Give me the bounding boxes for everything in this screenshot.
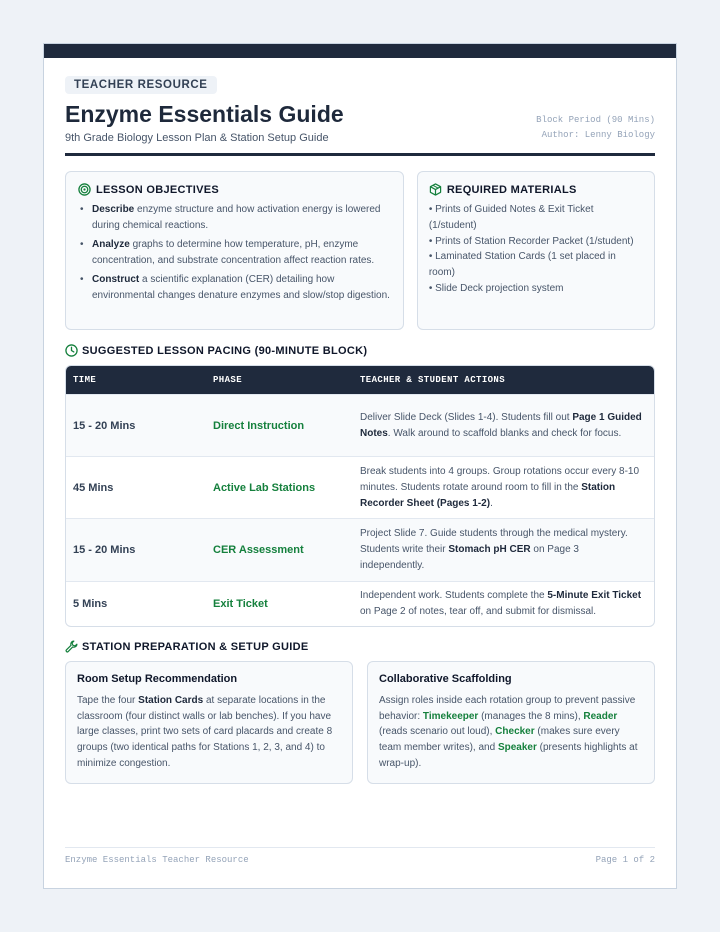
row-time: 15 - 20 Mins bbox=[73, 419, 136, 432]
row-time: 15 - 20 Mins bbox=[73, 544, 136, 556]
row-actions: Project Slide 7. Guide students through the medical mystery. Students write their Stomach pH CER on Page 3 independently. bbox=[360, 528, 628, 571]
material-item: • Prints of Station Recorder Packet (1/student) bbox=[428, 235, 634, 247]
objective-item: • Construct a scientific explanation (CER) detailing how environmental changes denature enzymes and slow/stop digestion. bbox=[78, 272, 391, 303]
role-checker: Checker bbox=[495, 726, 535, 738]
row-actions: Break students into 4 groups. Group rotations occur every 8-10 minutes. Students rotate around room to fill in the Station Recorder Sheet (Pages 1-2). bbox=[360, 465, 640, 509]
objectives-card bbox=[65, 171, 404, 330]
row-phase: Direct Instruction bbox=[213, 419, 305, 432]
materials-card bbox=[417, 171, 655, 330]
overview-cards bbox=[65, 171, 655, 330]
material-item: • Prints of Guided Notes & Exit Ticket (1/student) bbox=[428, 204, 594, 231]
row-phase: Exit Ticket bbox=[213, 598, 268, 610]
station-title: STATION PREPARATION & SETUP GUIDE bbox=[82, 640, 309, 653]
room-setup-text: Tape the four Station Cards at separate locations in the classroom (four distinct walls or lab benches). If you have large classes, print two sets of card placards and create 8 groups (two identical paths for Stations 1, 2, 3, and 4) to minimize congestion. bbox=[77, 695, 333, 769]
scaffolding-card bbox=[367, 661, 655, 784]
page-footer bbox=[65, 847, 655, 865]
row-actions: Independent work. Students complete the 5-Minute Exit Ticket on Page 2 of notes, tear off, and submit for dismissal. bbox=[360, 590, 642, 617]
top-accent-bar bbox=[44, 44, 676, 58]
scaffolding-text: Assign roles inside each rotation group to prevent passive behavior: Timekeeper (manages the 8 mins), Reader (reads scenario out loud), Checker (makes sure every team member writes), and Speaker (presents highlights at wrap-up). bbox=[379, 695, 638, 769]
materials-list bbox=[429, 202, 644, 297]
setup-cards bbox=[65, 661, 655, 784]
role-timekeeper: Timekeeper bbox=[422, 710, 479, 722]
role-speaker: Speaker bbox=[497, 742, 537, 754]
table-header bbox=[66, 366, 654, 394]
scaffolding-heading: Collaborative Scaffolding bbox=[379, 673, 512, 685]
page-number: Page 1 of 2 bbox=[595, 855, 655, 865]
row-time: 5 Mins bbox=[73, 598, 108, 610]
meta-author: Author: Lenny Biology bbox=[541, 130, 655, 140]
row-phase: Active Lab Stations bbox=[213, 481, 316, 494]
objective-item: • Analyze graphs to determine how temperature, pH, enzyme concentration, and substrate concentration affect reaction rates. bbox=[78, 237, 391, 268]
box-icon bbox=[429, 183, 442, 196]
materials-title: REQUIRED MATERIALS bbox=[446, 183, 577, 196]
column-header-phase: PHASE bbox=[213, 375, 243, 385]
target-icon bbox=[78, 183, 91, 196]
row-time: 45 Mins bbox=[73, 481, 114, 494]
row-phase: CER Assessment bbox=[213, 544, 304, 556]
document-page bbox=[43, 43, 677, 889]
page-title: Enzyme Essentials Guide bbox=[65, 101, 344, 127]
column-header-actions: TEACHER & STUDENT ACTIONS bbox=[360, 375, 506, 385]
meta-period: Block Period (90 Mins) bbox=[536, 115, 655, 125]
pacing-table bbox=[65, 365, 655, 627]
table-row bbox=[66, 394, 654, 456]
document-header bbox=[65, 101, 655, 156]
table-row bbox=[66, 581, 654, 626]
footer-title: Enzyme Essentials Teacher Resource bbox=[65, 855, 249, 865]
table-row bbox=[66, 518, 654, 581]
objectives-title: LESSON OBJECTIVES bbox=[96, 183, 220, 196]
table-body bbox=[66, 394, 654, 626]
resource-tag: TEACHER RESOURCE bbox=[65, 76, 217, 94]
row-actions: Deliver Slide Deck (Slides 1-4). Students fill out Page 1 Guided Notes. Walk around to scaffold blanks and check for focus. bbox=[360, 411, 642, 439]
materials-heading bbox=[429, 183, 644, 196]
role-reader: Reader bbox=[583, 710, 618, 722]
wrench-icon bbox=[65, 640, 78, 653]
header-meta bbox=[536, 113, 655, 144]
page-subtitle: 9th Grade Biology Lesson Plan & Station Setup Guide bbox=[65, 132, 329, 144]
material-item: • Slide Deck projection system bbox=[428, 282, 564, 294]
room-setup-card bbox=[65, 661, 353, 784]
material-item: • Laminated Station Cards (1 set placed in room) bbox=[428, 251, 616, 279]
room-setup-heading: Room Setup Recommendation bbox=[77, 673, 238, 685]
station-heading bbox=[65, 640, 655, 653]
objective-item: • Describe enzyme structure and how activation energy is lowered during chemical reactions. bbox=[78, 202, 391, 233]
objectives-list bbox=[78, 202, 391, 303]
pacing-heading bbox=[65, 344, 655, 357]
pacing-title: SUGGESTED LESSON PACING (90-MINUTE BLOCK) bbox=[82, 344, 368, 357]
clock-icon bbox=[65, 344, 78, 357]
table-row bbox=[66, 456, 654, 518]
objectives-heading bbox=[78, 183, 391, 196]
column-header-time: TIME bbox=[73, 375, 97, 385]
